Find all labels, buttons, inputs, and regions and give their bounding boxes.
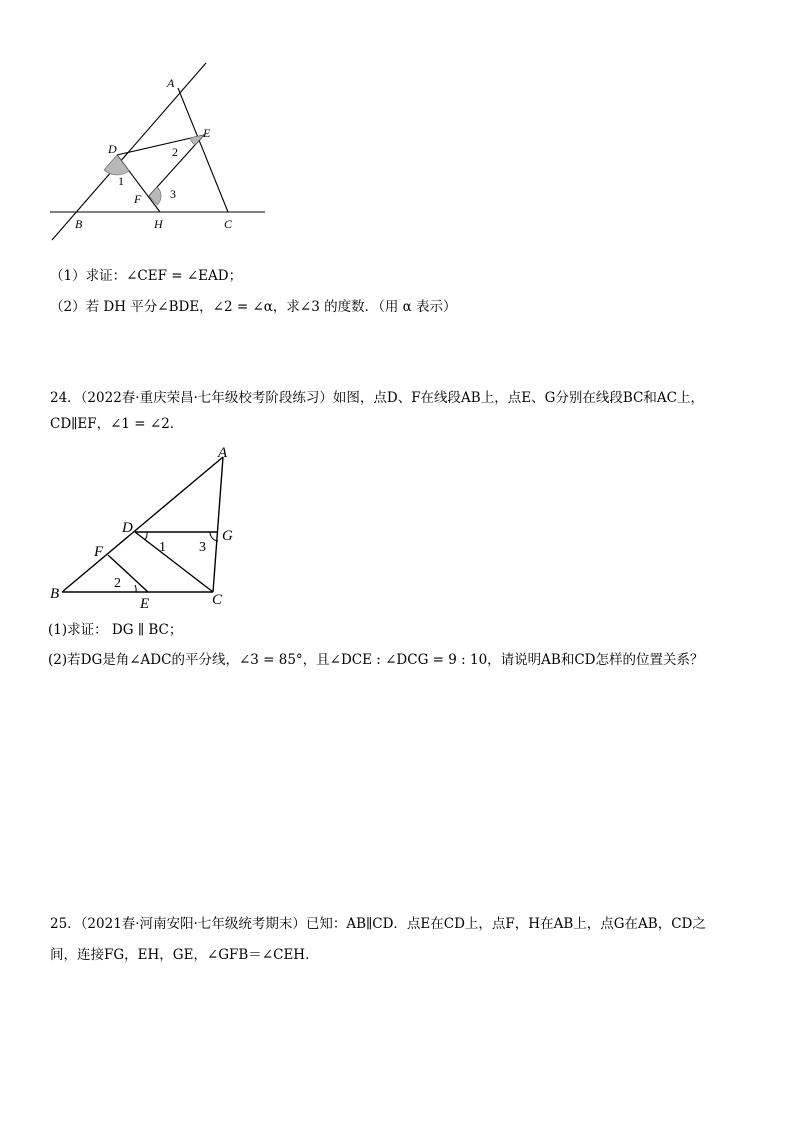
label-A: A: [167, 76, 175, 90]
label-E: E: [140, 596, 150, 612]
q25-stem-line1: 25．（2021春·河南安阳·七年级统考期末）已知：AB∥CD．点E在CD上，点F，H在AB上，点G在AB，CD之: [50, 916, 706, 932]
label-D: D: [122, 520, 133, 536]
q24-part1: (1)求证： DG ∥ BC；: [48, 622, 183, 638]
label-B: B: [75, 217, 83, 231]
label-angle-1: 1: [159, 540, 166, 555]
label-angle-3: 3: [170, 187, 176, 201]
label-G: G: [222, 528, 233, 544]
label-B: B: [50, 586, 60, 602]
label-F: F: [134, 192, 142, 206]
angle-2-arc: [135, 585, 136, 592]
label-F: F: [94, 544, 104, 560]
line-ac: [178, 88, 228, 212]
label-angle-3: 3: [199, 540, 206, 555]
label-angle-2: 2: [172, 145, 178, 159]
label-angle-2: 2: [114, 576, 121, 591]
q23-part1: （1）求证：∠CEF = ∠EAD；: [50, 268, 243, 284]
line-ac: [213, 457, 223, 592]
figure-q24: [40, 440, 260, 615]
q24-stem-line1: 24．（2022春·重庆荣昌·七年级校考阶段练习）如图，点D、F在线段AB上，点E、G分别在线段BC和AC上，: [50, 390, 704, 406]
label-C: C: [212, 592, 223, 608]
line-ab: [52, 63, 206, 240]
label-angle-1: 1: [118, 174, 124, 188]
q23-part2: （2）若 DH 平分∠BDE，∠2 = ∠α，求∠3 的度数．（用 α 表示）: [50, 299, 457, 315]
figure-q23: [40, 55, 280, 250]
angle-3-mark: [149, 187, 161, 205]
label-D: D: [108, 142, 117, 156]
label-E: E: [203, 126, 211, 140]
label-A: A: [218, 445, 228, 461]
label-C: C: [224, 217, 233, 231]
label-H: H: [154, 217, 163, 231]
q24-stem-line2: CD∥EF，∠1 = ∠2．: [50, 416, 184, 432]
q25-stem-line2: 间，连接FG，EH，GE，∠GFB＝∠CEH．: [50, 947, 319, 963]
q24-part2: (2)若DG是角∠ADC的平分线，∠3 = 85°，且∠DCE : ∠DCG = 9 : 10，请说明AB和CD怎样的位置关系？: [48, 652, 704, 668]
angle-1-arc: [145, 532, 147, 540]
line-ab: [62, 457, 223, 592]
angle-1-mark: [104, 155, 129, 175]
